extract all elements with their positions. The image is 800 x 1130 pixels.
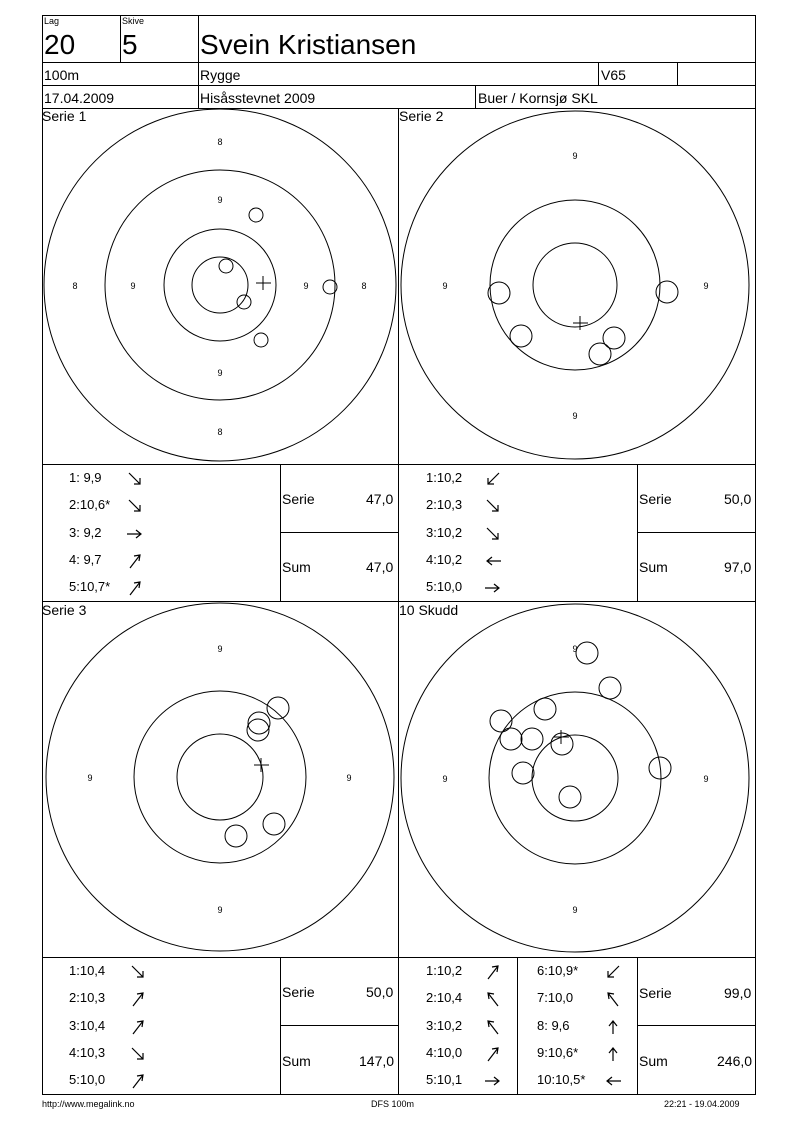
serie-value: 99,0 xyxy=(724,985,752,1001)
class: V65 xyxy=(601,67,626,83)
shot-value: 3: 9,2 xyxy=(69,524,102,540)
sum-label: Sum xyxy=(639,1053,668,1069)
shot-value: 9:10,6* xyxy=(537,1044,579,1060)
shot-hole xyxy=(521,728,543,750)
shot-direction-down-right-icon xyxy=(125,471,145,487)
shot-hole xyxy=(263,813,285,835)
sum-value: 147,0 xyxy=(359,1053,395,1069)
shot-value: 3:10,2 xyxy=(426,1017,463,1033)
ring-label: 9 xyxy=(217,905,223,915)
target-serie-3 xyxy=(42,602,398,957)
ring-label: 9 xyxy=(572,644,578,654)
shot-direction-right-icon xyxy=(125,526,145,542)
ring xyxy=(533,243,617,327)
shot-value: 2:10,6* xyxy=(69,497,111,513)
shot-hole xyxy=(237,295,251,309)
shot-hole xyxy=(219,259,233,273)
shot-value: 5:10,0 xyxy=(426,579,463,595)
shot-direction-up-right-icon xyxy=(483,1046,503,1062)
ring xyxy=(401,111,749,459)
target-serie-1 xyxy=(42,108,398,464)
ring xyxy=(46,603,394,951)
shot-direction-up-left-icon xyxy=(603,991,623,1007)
ring-label: 8 xyxy=(217,427,223,437)
shot-hole xyxy=(500,728,522,750)
ring-label: 9 xyxy=(217,195,223,205)
shot-direction-up-left-icon xyxy=(483,1019,503,1035)
panel-title-serie-3: Serie 3 xyxy=(42,602,87,618)
shot-direction-down-left-icon xyxy=(483,471,503,487)
target-10-skudd xyxy=(399,602,756,957)
ring xyxy=(177,734,263,820)
sum-label: Sum xyxy=(282,1053,311,1069)
ring-label: 9 xyxy=(217,368,223,378)
footer-timestamp: 22:21 - 19.04.2009 xyxy=(664,1099,740,1109)
shot-direction-down-right-icon xyxy=(483,498,503,514)
shot-hole xyxy=(559,786,581,808)
ring xyxy=(401,604,749,952)
shooter-name: Svein Kristiansen xyxy=(200,29,417,60)
shot-value: 2:10,4 xyxy=(426,990,463,1006)
shot-value: 4:10,0 xyxy=(426,1044,463,1060)
panel-title-serie-1: Serie 1 xyxy=(42,108,87,124)
sum-value: 97,0 xyxy=(724,559,752,575)
ring-label: 9 xyxy=(703,281,709,291)
ring-label: 9 xyxy=(442,281,448,291)
ring-label: 9 xyxy=(130,281,136,291)
panel-title-10-skudd: 10 Skudd xyxy=(399,602,459,618)
shot-direction-up-right-icon xyxy=(125,553,145,569)
serie-label: Serie xyxy=(282,491,315,507)
shot-direction-left-icon xyxy=(483,553,503,569)
shot-direction-up-right-icon xyxy=(125,580,145,596)
shot-value: 1: 9,9 xyxy=(69,470,102,485)
ring-label: 9 xyxy=(303,281,309,291)
ring-label: 9 xyxy=(572,411,578,421)
serie-value: 47,0 xyxy=(366,491,394,507)
shot-value: 1:10,4 xyxy=(69,963,106,978)
shot-direction-up-left-icon xyxy=(483,991,503,1007)
ring-label: 8 xyxy=(217,137,223,147)
ring xyxy=(44,109,396,461)
shot-hole xyxy=(589,343,611,365)
shot-direction-up-right-icon xyxy=(128,991,148,1007)
shot-value: 6:10,9* xyxy=(537,963,579,978)
shot-hole xyxy=(488,282,510,304)
ring-label: 9 xyxy=(87,773,93,783)
shot-hole xyxy=(576,642,598,664)
lag-label: Lag xyxy=(44,16,60,26)
ring-label: 9 xyxy=(572,151,578,161)
shot-value: 4:10,3 xyxy=(69,1044,106,1060)
distance: 100m xyxy=(44,67,80,83)
shot-direction-up-right-icon xyxy=(483,964,503,980)
ring xyxy=(532,735,618,821)
shot-direction-up-right-icon xyxy=(128,1073,148,1089)
shot-hole xyxy=(599,677,621,699)
shot-value: 2:10,3 xyxy=(426,497,463,513)
shot-direction-down-right-icon xyxy=(128,964,148,980)
shot-value: 3:10,2 xyxy=(426,524,463,540)
ring xyxy=(164,229,276,341)
shot-hole xyxy=(267,697,289,719)
ring xyxy=(489,692,661,864)
shot-direction-up-icon xyxy=(603,1046,623,1062)
sum-label: Sum xyxy=(639,559,668,575)
shot-hole xyxy=(254,333,268,347)
shot-hole xyxy=(249,208,263,222)
sum-label: Sum xyxy=(282,559,311,575)
serie-label: Serie xyxy=(639,491,672,507)
ring-label: 9 xyxy=(703,774,709,784)
shot-hole xyxy=(510,325,532,347)
ring xyxy=(134,691,306,863)
shot-hole xyxy=(225,825,247,847)
club: Rygge xyxy=(200,67,241,83)
ring-label: 9 xyxy=(442,774,448,784)
shot-direction-down-right-icon xyxy=(125,498,145,514)
shot-value: 3:10,4 xyxy=(69,1017,106,1033)
shot-value: 4: 9,7 xyxy=(69,551,102,567)
footer-center: DFS 100m xyxy=(371,1099,415,1109)
shot-hole xyxy=(603,327,625,349)
serie-label: Serie xyxy=(639,985,672,1001)
shot-direction-down-right-icon xyxy=(483,526,503,542)
shot-value: 5:10,7* xyxy=(69,579,111,595)
shot-direction-right-icon xyxy=(483,1073,503,1089)
ring-label: 8 xyxy=(72,281,78,291)
footer-url[interactable]: http://www.megalink.no xyxy=(42,1099,135,1109)
ring-label: 9 xyxy=(346,773,352,783)
serie-value: 50,0 xyxy=(366,984,394,1000)
shot-hole xyxy=(551,733,573,755)
panel-title-serie-2: Serie 2 xyxy=(399,108,444,124)
sum-value: 246,0 xyxy=(717,1053,753,1069)
shot-value: 2:10,3 xyxy=(69,990,106,1006)
shot-direction-up-icon xyxy=(603,1019,623,1035)
date: 17.04.2009 xyxy=(44,90,115,106)
shot-direction-down-left-icon xyxy=(603,964,623,980)
ring-label: 9 xyxy=(217,644,223,654)
shot-value: 7:10,0 xyxy=(537,990,574,1006)
lag-value: 20 xyxy=(44,29,76,60)
shot-direction-left-icon xyxy=(603,1073,623,1089)
shot-value: 1:10,2 xyxy=(426,470,463,485)
range: Buer / Kornsjø SKL xyxy=(478,90,598,106)
serie-label: Serie xyxy=(282,984,315,1000)
ring-label: 8 xyxy=(361,281,367,291)
sum-value: 47,0 xyxy=(366,559,394,575)
ring xyxy=(490,200,660,370)
shot-direction-up-right-icon xyxy=(128,1019,148,1035)
shot-value: 4:10,2 xyxy=(426,551,463,567)
ring xyxy=(192,257,248,313)
skive-label: Skive xyxy=(122,16,145,26)
shot-value: 1:10,2 xyxy=(426,963,463,978)
target-serie-2 xyxy=(399,108,756,464)
shot-value: 8: 9,6 xyxy=(537,1017,570,1033)
shot-value: 10:10,5* xyxy=(537,1072,586,1088)
shot-direction-right-icon xyxy=(483,580,503,596)
shot-hole xyxy=(512,762,534,784)
skive-value: 5 xyxy=(122,29,138,60)
shot-value: 5:10,0 xyxy=(69,1072,106,1088)
serie-value: 50,0 xyxy=(724,491,752,507)
event: Hisåsstevnet 2009 xyxy=(200,90,316,106)
shot-hole xyxy=(534,698,556,720)
ring-label: 9 xyxy=(572,905,578,915)
shot-value: 5:10,1 xyxy=(426,1072,463,1088)
shot-direction-down-right-icon xyxy=(128,1046,148,1062)
